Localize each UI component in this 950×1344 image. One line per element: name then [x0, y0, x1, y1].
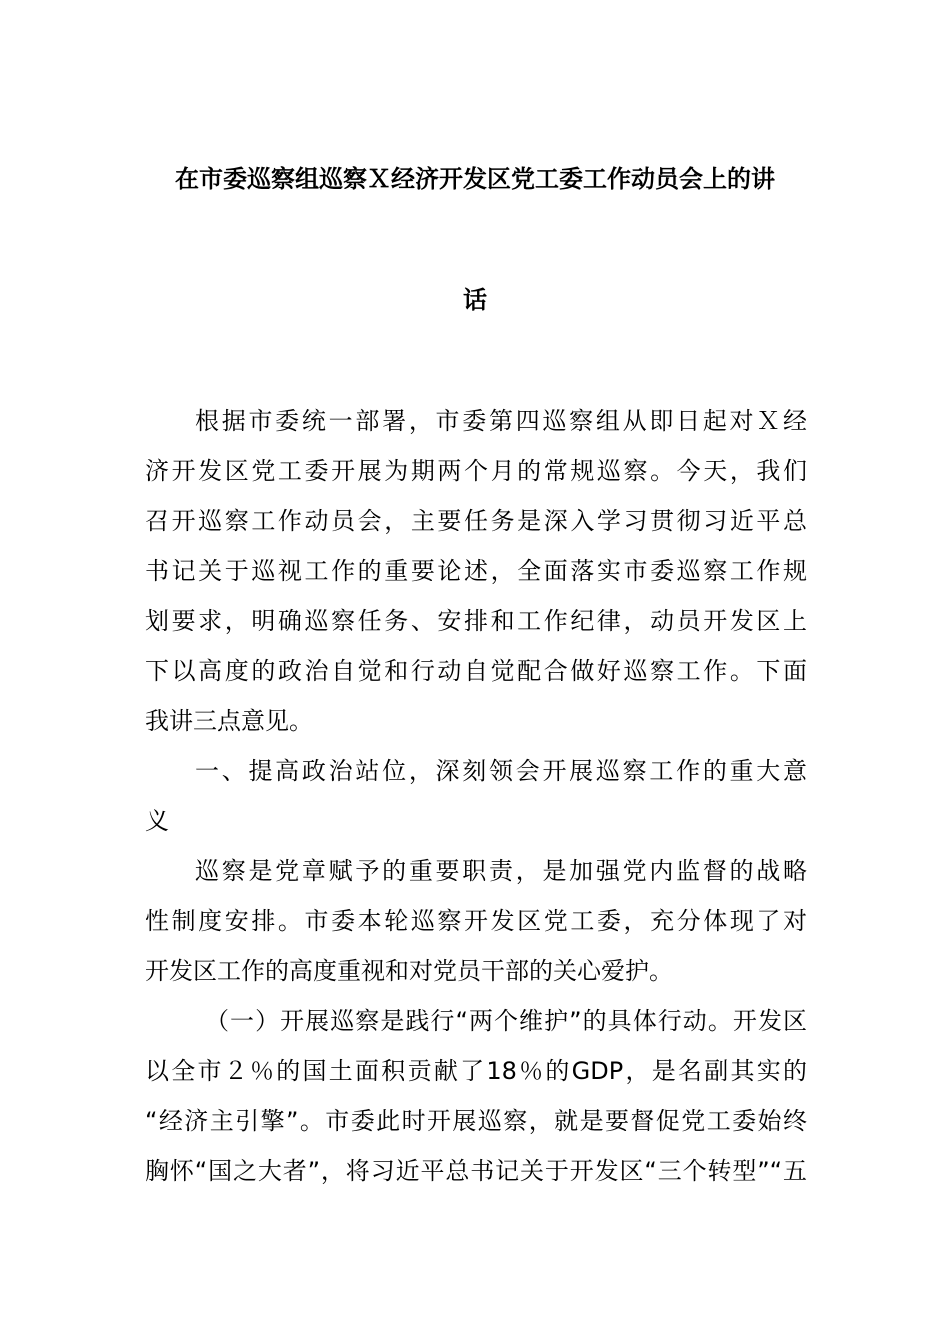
paragraph-3-line-1: （一）开展巡察是践行“两个维护”的具体行动。开发区	[205, 1007, 807, 1035]
document-title-line-1: 在市委巡察组巡察Ｘ经济开发区党工委工作动员会上的讲	[175, 165, 775, 193]
paragraph-1-line-7: 我讲三点意见。	[145, 707, 313, 735]
section-heading-1-line-2: 义	[145, 807, 169, 835]
paragraph-2-line-2: 性制度安排。市委本轮巡察开发区党工委，充分体现了对	[145, 907, 807, 935]
paragraph-3-line-4: 胸怀“国之大者”，将习近平总书记关于开发区“三个转型”“五	[145, 1157, 807, 1185]
paragraph-3-line-2: 以全市２％的国土面积贡献了18％的GDP，是名副其实的	[145, 1057, 807, 1085]
paragraph-1-line-6: 下以高度的政治自觉和行动自觉配合做好巡察工作。下面	[145, 657, 807, 685]
paragraph-1-line-1: 根据市委统一部署，市委第四巡察组从即日起对Ｘ经	[195, 407, 807, 435]
paragraph-1-line-2: 济开发区党工委开展为期两个月的常规巡察。今天，我们	[145, 457, 807, 485]
paragraph-3-line-3: “经济主引擎”。市委此时开展巡察，就是要督促党工委始终	[145, 1107, 807, 1135]
paragraph-2-line-1: 巡察是党章赋予的重要职责，是加强党内监督的战略	[195, 857, 807, 885]
paragraph-2-line-3: 开发区工作的高度重视和对党员干部的关心爱护。	[145, 957, 673, 985]
document-title-line-2: 话	[463, 286, 487, 314]
paragraph-1-line-3: 召开巡察工作动员会，主要任务是深入学习贯彻习近平总	[145, 507, 807, 535]
paragraph-1-line-4: 书记关于巡视工作的重要论述，全面落实市委巡察工作规	[145, 557, 807, 585]
paragraph-1-line-5: 划要求，明确巡察任务、安排和工作纪律，动员开发区上	[145, 607, 807, 635]
section-heading-1-line-1: 一、提高政治站位，深刻领会开展巡察工作的重大意	[195, 757, 807, 785]
